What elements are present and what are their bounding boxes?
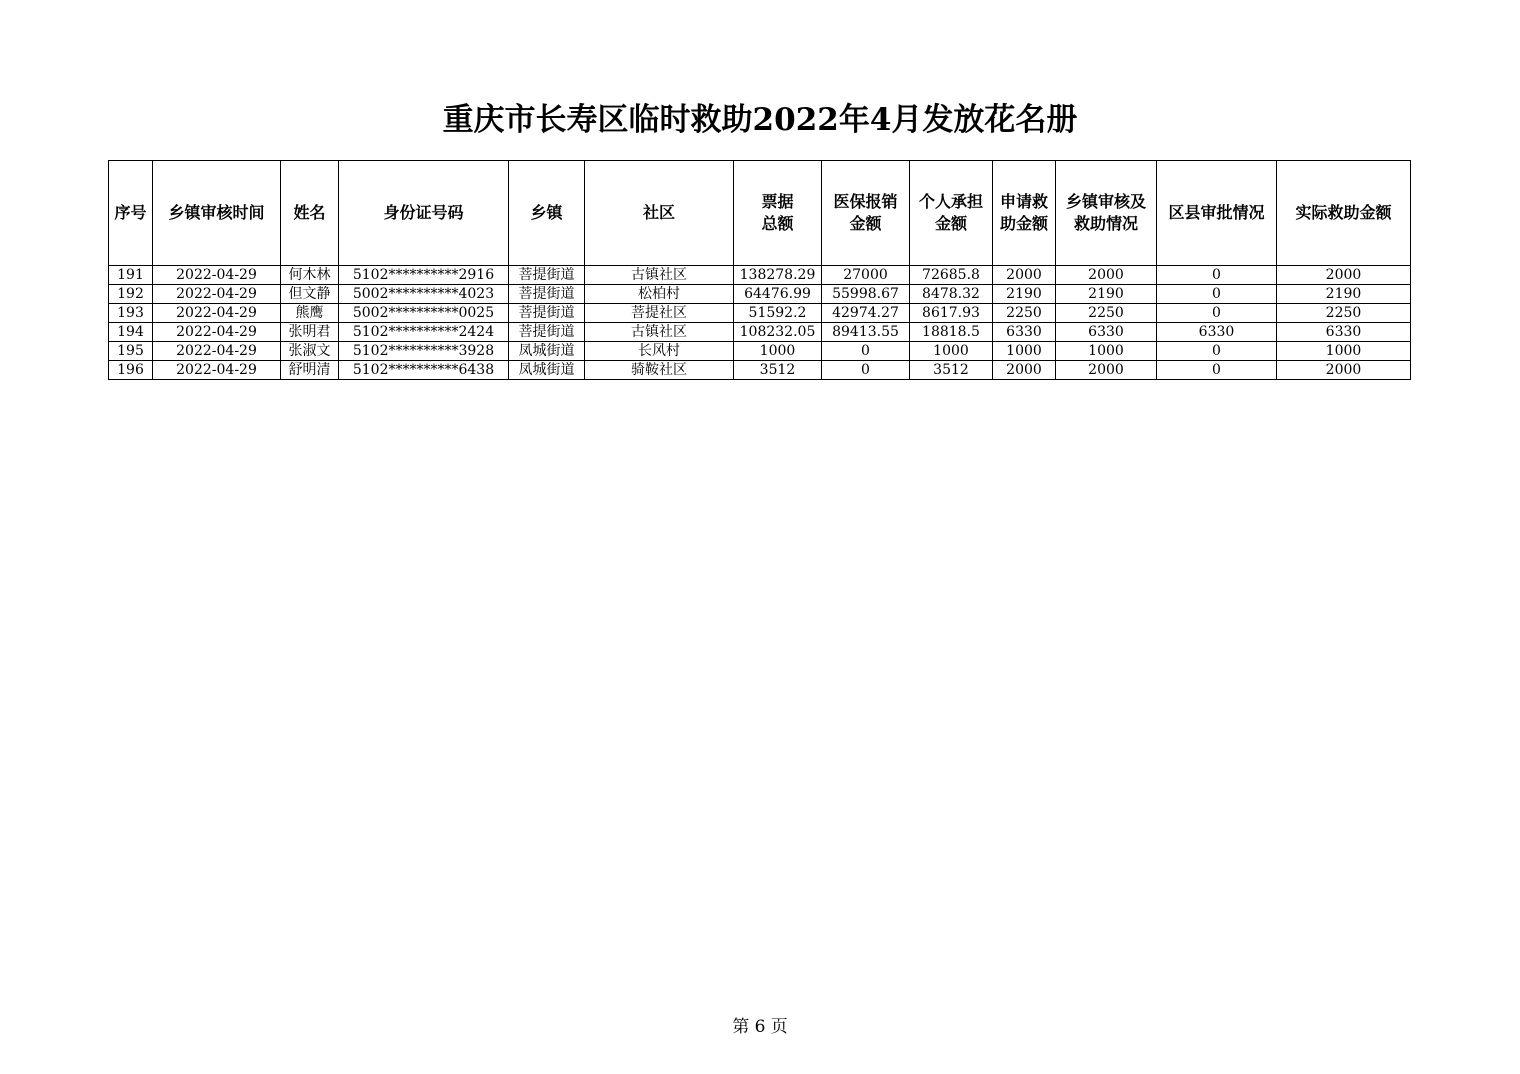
cell-invoice-total: 1000 [734, 342, 822, 361]
cell-invoice-total: 3512 [734, 361, 822, 380]
cell-town: 菩提街道 [509, 285, 585, 304]
table-row [109, 304, 1411, 323]
header-serial-number: 序号 [109, 161, 153, 266]
cell-name: 舒明清 [281, 361, 339, 380]
cell-personal-cost: 1000 [910, 342, 993, 361]
cell-serial-number: 193 [109, 304, 153, 323]
cell-actual-amount: 1000 [1277, 342, 1411, 361]
header-town: 乡镇 [509, 161, 585, 266]
cell-name: 但文静 [281, 285, 339, 304]
cell-actual-amount: 2190 [1277, 285, 1411, 304]
cell-town-review-result: 2000 [1056, 361, 1157, 380]
cell-personal-cost: 18818.5 [910, 323, 993, 342]
cell-town: 菩提街道 [509, 266, 585, 285]
cell-town-review-result: 2190 [1056, 285, 1157, 304]
header-town-review-date: 乡镇审核时间 [153, 161, 281, 266]
table-row [109, 323, 1411, 342]
cell-personal-cost: 8617.93 [910, 304, 993, 323]
relief-roster-table [108, 160, 1411, 380]
cell-town-review-result: 1000 [1056, 342, 1157, 361]
cell-town-review-result: 2250 [1056, 304, 1157, 323]
page-number: 第 6 页 [732, 1017, 788, 1037]
cell-community: 菩提社区 [585, 304, 734, 323]
cell-requested-amount: 1000 [993, 342, 1056, 361]
header-invoice-total: 票据 总额 [734, 161, 822, 266]
cell-invoice-total: 51592.2 [734, 304, 822, 323]
cell-district-approval: 0 [1157, 342, 1277, 361]
cell-name: 何木林 [281, 266, 339, 285]
cell-id-number: 5102**********6438 [339, 361, 509, 380]
table-row [109, 342, 1411, 361]
cell-insurance-reimbursement: 0 [822, 361, 910, 380]
cell-insurance-reimbursement: 0 [822, 342, 910, 361]
cell-id-number: 5102**********2916 [339, 266, 509, 285]
cell-personal-cost: 8478.32 [910, 285, 993, 304]
cell-serial-number: 191 [109, 266, 153, 285]
cell-actual-amount: 2000 [1277, 266, 1411, 285]
header-insurance-reimbursement: 医保报销 金额 [822, 161, 910, 266]
cell-personal-cost: 3512 [910, 361, 993, 380]
cell-town: 凤城街道 [509, 361, 585, 380]
cell-insurance-reimbursement: 42974.27 [822, 304, 910, 323]
table-row [109, 361, 1411, 380]
cell-community: 松柏村 [585, 285, 734, 304]
table-row [109, 266, 1411, 285]
table-header-row [109, 161, 1411, 266]
header-district-approval: 区县审批情况 [1157, 161, 1277, 266]
cell-requested-amount: 2000 [993, 266, 1056, 285]
cell-serial-number: 192 [109, 285, 153, 304]
cell-requested-amount: 6330 [993, 323, 1056, 342]
cell-serial-number: 195 [109, 342, 153, 361]
cell-community: 骑鞍社区 [585, 361, 734, 380]
header-name: 姓名 [281, 161, 339, 266]
cell-district-approval: 0 [1157, 285, 1277, 304]
cell-town: 凤城街道 [509, 342, 585, 361]
cell-invoice-total: 64476.99 [734, 285, 822, 304]
cell-town-review-date: 2022-04-29 [153, 361, 281, 380]
cell-name: 张淑文 [281, 342, 339, 361]
header-requested-amount: 申请救 助金额 [993, 161, 1056, 266]
cell-insurance-reimbursement: 55998.67 [822, 285, 910, 304]
cell-town-review-date: 2022-04-29 [153, 342, 281, 361]
cell-community: 古镇社区 [585, 266, 734, 285]
cell-district-approval: 6330 [1157, 323, 1277, 342]
cell-name: 张明君 [281, 323, 339, 342]
cell-requested-amount: 2000 [993, 361, 1056, 380]
header-personal-cost: 个人承担 金额 [910, 161, 993, 266]
cell-invoice-total: 138278.29 [734, 266, 822, 285]
cell-id-number: 5002**********4023 [339, 285, 509, 304]
header-community: 社区 [585, 161, 734, 266]
document-title: 重庆市长寿区临时救助2022年4月发放花名册 [442, 102, 1078, 138]
cell-id-number: 5002**********0025 [339, 304, 509, 323]
cell-id-number: 5102**********3928 [339, 342, 509, 361]
table-row [109, 285, 1411, 304]
cell-town-review-date: 2022-04-29 [153, 266, 281, 285]
cell-district-approval: 0 [1157, 361, 1277, 380]
cell-insurance-reimbursement: 27000 [822, 266, 910, 285]
cell-town-review-result: 2000 [1056, 266, 1157, 285]
cell-invoice-total: 108232.05 [734, 323, 822, 342]
cell-town-review-date: 2022-04-29 [153, 323, 281, 342]
cell-community: 古镇社区 [585, 323, 734, 342]
cell-community: 长风村 [585, 342, 734, 361]
table-body [109, 266, 1411, 380]
cell-serial-number: 196 [109, 361, 153, 380]
cell-id-number: 5102**********2424 [339, 323, 509, 342]
cell-insurance-reimbursement: 89413.55 [822, 323, 910, 342]
cell-actual-amount: 2000 [1277, 361, 1411, 380]
cell-town-review-date: 2022-04-29 [153, 304, 281, 323]
cell-district-approval: 0 [1157, 266, 1277, 285]
cell-requested-amount: 2250 [993, 304, 1056, 323]
cell-personal-cost: 72685.8 [910, 266, 993, 285]
cell-town: 菩提街道 [509, 323, 585, 342]
cell-town-review-result: 6330 [1056, 323, 1157, 342]
cell-actual-amount: 6330 [1277, 323, 1411, 342]
cell-serial-number: 194 [109, 323, 153, 342]
header-town-review-result: 乡镇审核及 救助情况 [1056, 161, 1157, 266]
cell-name: 熊鹰 [281, 304, 339, 323]
header-actual-amount: 实际救助金额 [1277, 161, 1411, 266]
cell-actual-amount: 2250 [1277, 304, 1411, 323]
header-id-number: 身份证号码 [339, 161, 509, 266]
cell-district-approval: 0 [1157, 304, 1277, 323]
cell-requested-amount: 2190 [993, 285, 1056, 304]
cell-town-review-date: 2022-04-29 [153, 285, 281, 304]
cell-town: 菩提街道 [509, 304, 585, 323]
